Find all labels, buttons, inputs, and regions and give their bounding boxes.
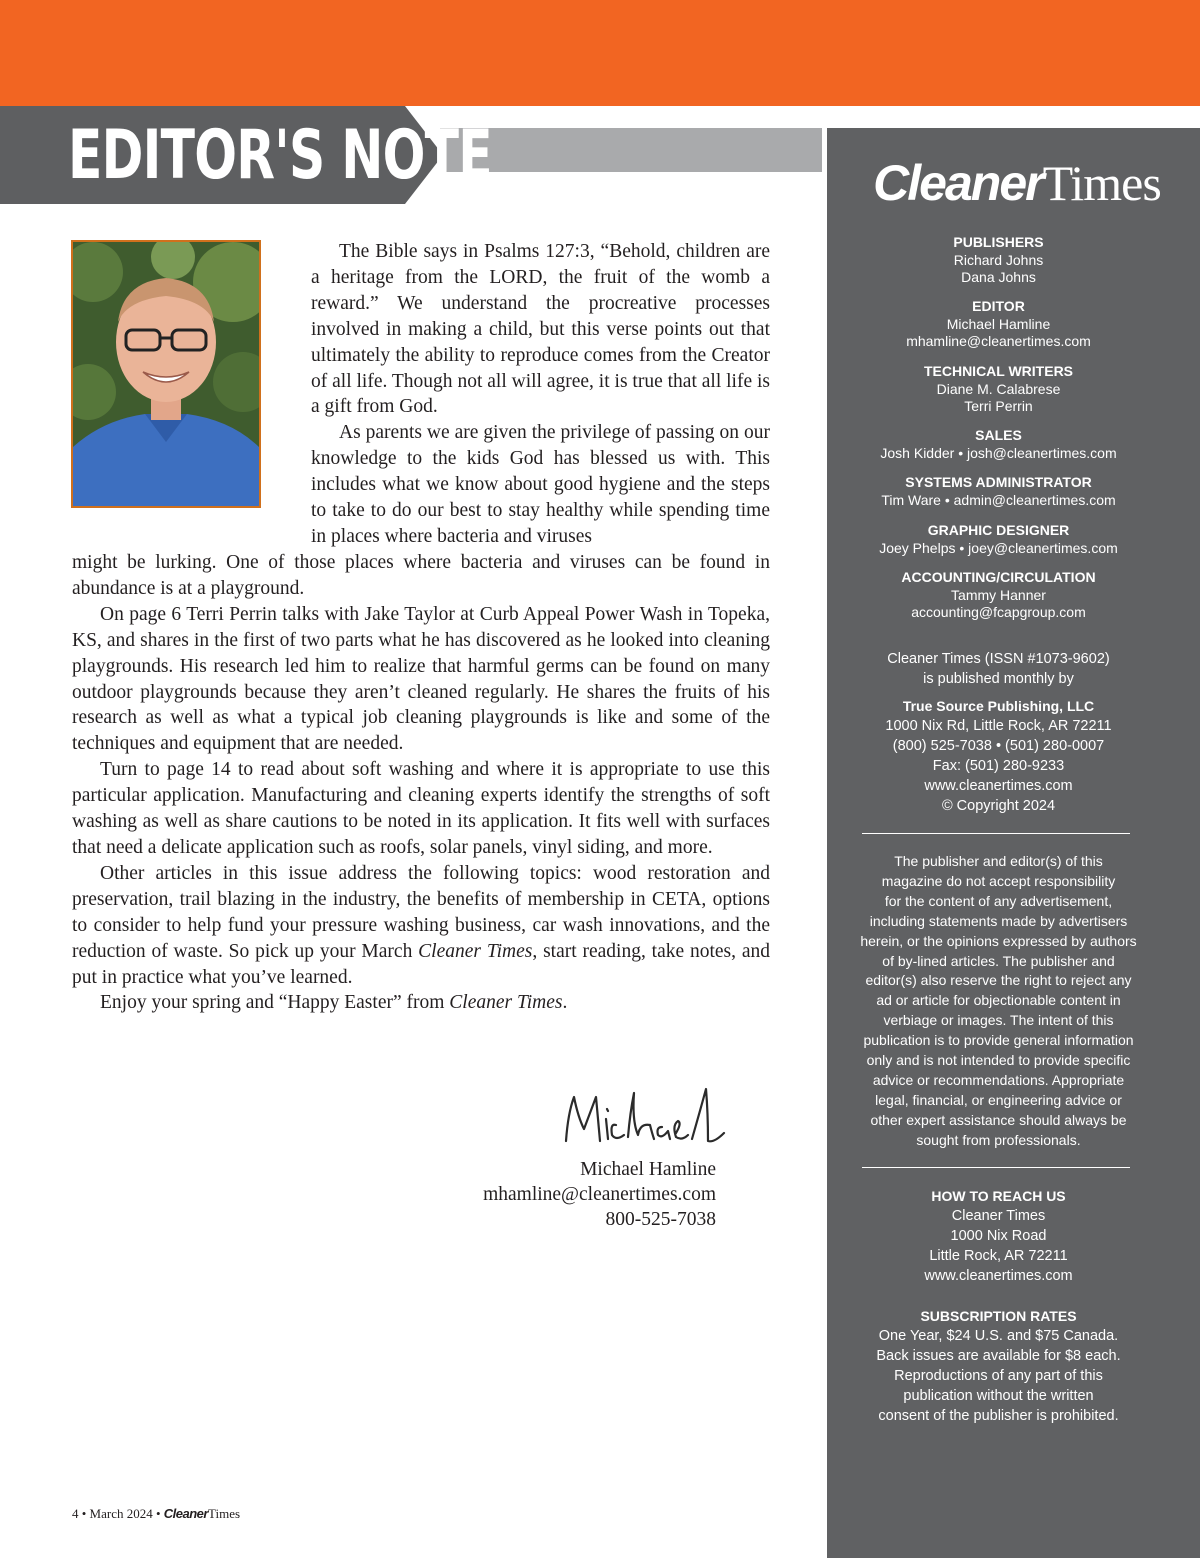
article-body (72, 550, 770, 1016)
paragraph: Enjoy your spring and “Happy Easter” from Cleaner Times. (100, 992, 568, 1014)
paragraph: Turn to page 14 to read about soft washing and where it is appropriate to use this particular application. Manufacturing and cleaning experts identify the strengths of soft washing as well as share cautions to be noted in its application. It fits well with surfaces that need a delicate application such as roofs, solar panels, vinyl siding, and more. (72, 759, 770, 858)
disclaimer-line: legal, financial, or engineering advice or (875, 1091, 1122, 1108)
disclaimer-line: publication is to provide general information (863, 1032, 1134, 1049)
page-footer: 4 • March 2024 • CleanerTimes (72, 1506, 241, 1521)
masthead-accounting: ACCOUNTING/CIRCULATION Tammy Hanner accounting@fcapgroup.com (901, 569, 1096, 620)
header-gray-bar (440, 128, 822, 172)
author-phone: 800-525-7038 (605, 1209, 716, 1230)
article-body-top (311, 239, 770, 550)
disclaimer-line: including statements made by advertisers (869, 912, 1128, 929)
masthead-publishers: PUBLISHERS Richard Johns Dana Johns (953, 234, 1044, 285)
paragraph: The Bible says in Psalms 127:3, “Behold, children are a heritage from the LORD, the fruit of the womb a reward.” We understand the procreative processes involved in making a child, but this verse points out that ultimately the ability to reproduce comes from the Creator of all life. Though not all will agree, it is true that all life is a gift from God. (311, 241, 770, 418)
disclaimer-line: editor(s) also reserve the right to reject any (865, 972, 1132, 989)
paragraph: On page 6 Terri Perrin talks with Jake Taylor at Curb Appeal Power Wash in Topeka, KS, and shares in the first of two parts what he has discovered as he looked into cleaning playgrounds. His research led him to realize that harmful germs can be found on many outdoor playgrounds because they aren’t cleaned regularly. He shares the fruits of his research as well as what a typical job cleaning playgrounds is like and some of the techniques and equipment that are needed. (72, 603, 770, 755)
disclaimer-line: ad or article for objectionable content in (876, 992, 1121, 1009)
top-orange-band (0, 0, 1200, 106)
disclaimer-line: The publisher and editor(s) of this (894, 853, 1103, 869)
signature (558, 1083, 728, 1153)
how-to-reach-us: HOW TO REACH US Cleaner Times 1000 Nix Road Little Rock, AR 72211 www.cleanertimes.com (924, 1188, 1073, 1284)
author-name: Michael Hamline (580, 1159, 716, 1180)
paragraph: might be lurking. One of those places where bacteria and viruses can be found in abundance is at a playground. (72, 552, 770, 599)
page-title: EDITOR'S NOTE (68, 116, 492, 195)
disclaimer-line: verbiage or images. The intent of this (883, 1012, 1114, 1029)
masthead-systems-administrator: SYSTEMS ADMINISTRATOR Tim Ware • admin@cleanertimes.com (881, 474, 1116, 508)
divider (862, 833, 1130, 834)
disclaimer-line: other expert assistance should always be (870, 1111, 1127, 1128)
disclaimer-line: only and is not intended to provide specific (866, 1052, 1131, 1069)
disclaimer-line: advice or recommendations. Appropriate (872, 1071, 1125, 1088)
editor-photo (71, 240, 261, 508)
disclaimer-line: magazine do not accept responsibility (881, 872, 1116, 889)
masthead-technical-writers: TECHNICAL WRITERS Diane M. Calabrese Terri Perrin (923, 363, 1074, 414)
disclaimer (837, 852, 1160, 1151)
masthead-graphic-designer: GRAPHIC DESIGNER Joey Phelps • joey@cleanertimes.com (879, 522, 1118, 556)
masthead-editor: EDITOR Michael Hamline mhamline@cleanertimes.com (906, 298, 1091, 349)
subscription-rates: SUBSCRIPTION RATES One Year, $24 U.S. and $75 Canada. Back issues are available for $8 each. Reproductions of any part of this publication without the written consent of the publisher is prohibited. (876, 1308, 1121, 1424)
paragraph: Other articles in this issue address the following topics: wood restoration and preservation, trail blazing in the industry, the benefits of membership in CETA, options to consider to help fund your pressure washing business, car wash innovations, and the reduction of waste. So pick up your March Cleaner Times, start reading, take notes, and put in practice what you’ve learned. (72, 862, 771, 988)
author-email: mhamline@cleanertimes.com (483, 1184, 716, 1205)
paragraph: As parents we are given the privilege of passing on our knowledge to the kids God has blessed us with. This includes what we know about good hygiene and the steps to take to do our best to stay healthy while spending time in places where bacteria and viruses (311, 422, 770, 547)
disclaimer-line: herein, or the opinions expressed by authors (860, 932, 1137, 949)
author-signoff (400, 1157, 716, 1232)
cleaner-times-logo: CleanerTimes (873, 155, 1161, 211)
disclaimer-line: of by-lined articles. The publisher and (882, 952, 1115, 969)
divider (862, 1167, 1130, 1168)
disclaimer-line: for the content of any advertisement, (884, 892, 1113, 909)
masthead-sidebar (827, 128, 1200, 1558)
publication-info: Cleaner Times (ISSN #1073-9602) is published monthly by True Source Publishing, LLC 1000 Nix Rd, Little Rock, AR 72211 (800) 525-7038 • (501) 280-0007 Fax: (501) 280-9233 www.cleanertimes.com © Copyright 2024 (885, 651, 1112, 814)
disclaimer-line: sought from professionals. (916, 1131, 1081, 1148)
masthead-sales: SALES Josh Kidder • josh@cleanertimes.com (880, 427, 1117, 461)
editor-portrait (73, 242, 259, 506)
